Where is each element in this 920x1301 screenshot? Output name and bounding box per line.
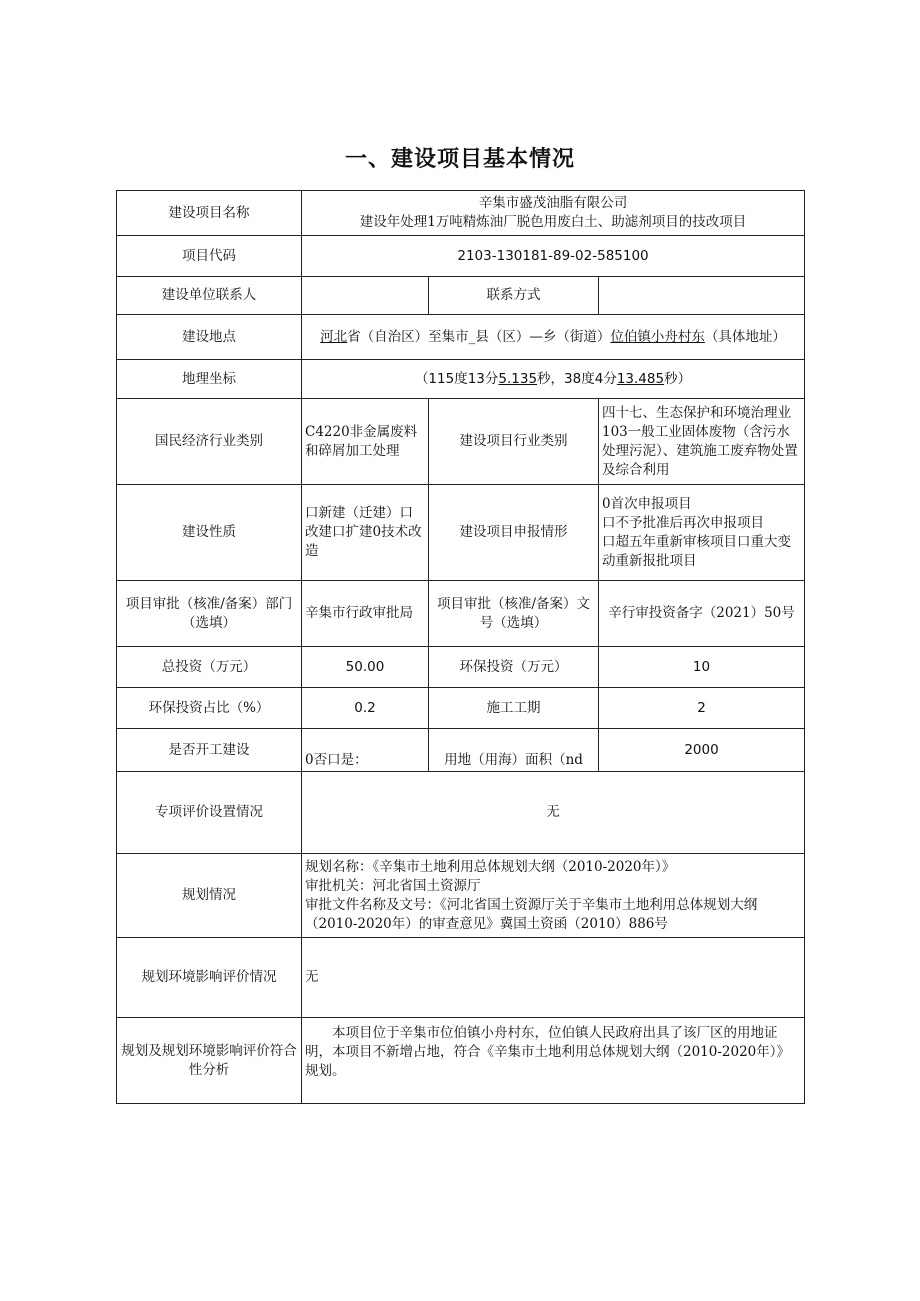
declaration-option-first: 0首次申报项目 [602,495,692,512]
planning-document: 审批文件名称及文号：《河北省国土资源厅关于辛集市土地利用总体规划大纲（2010-2020年）的审查意见》冀国土资函（2010）886号 [305,896,758,932]
contact-method-value [599,277,805,315]
total-investment-label: 总投资（万元） [117,647,302,688]
contact-method-label: 联系方式 [429,277,599,315]
project-name-label: 建设项目名称 [117,191,302,236]
project-name-company: 辛集市盛茂油脂有限公司 [478,195,628,211]
declaration-options [599,485,805,581]
declaration-label: 建设项目申报情形 [429,485,599,581]
conformity-value: 本项目位于辛集市位伯镇小舟村东，位伯镇人民政府出具了该厂区的用地证明，本项目不新增占地，符合《辛集市土地利用总体规划大纲（2010-2020年）》规划。 [302,1018,805,1104]
coords-part5: 秒） [664,370,692,387]
planning-label: 规划情况 [117,854,302,938]
row-conformity [117,1018,805,1104]
row-industry [117,399,805,485]
project-name-value [302,191,805,236]
approval-number-label: 项目审批（核准/备案）文号（选填） [429,581,599,647]
coords-part1: （115度13分 [414,370,499,387]
env-investment-value: 10 [599,647,805,688]
nature-label: 建设性质 [117,485,302,581]
contact-label: 建设单位联系人 [117,277,302,315]
started-label: 是否开工建设 [117,729,302,772]
project-industry-label: 建设项目行业类别 [429,399,599,485]
location-label: 建设地点 [117,315,302,360]
location-suffix: （具体地址） [704,328,786,345]
plan-env-value: 无 [302,938,805,1018]
row-location [117,315,805,360]
row-project-name [117,191,805,236]
location-county: 省（自治区）至集市_县（区）—乡（街道） [347,328,611,345]
declaration-option-resubmit: 口不予批准后再次申报项目 [602,514,764,531]
row-contact [117,277,805,315]
approval-number-value: 辛行审投资备字（2021）50号 [599,581,805,647]
row-nature [117,485,805,581]
coords-part3: 秒，38度4分 [537,370,617,387]
row-approval [117,581,805,647]
row-planning [117,854,805,938]
total-investment-value: 50.00 [302,647,429,688]
coords-value [302,360,805,399]
project-info-table [116,190,805,1104]
contact-value [302,277,429,315]
construction-period-label: 施工工期 [429,688,599,729]
project-code-label: 项目代码 [117,236,302,277]
industry-value: C4220非金属废料和碎屑加工处理 [302,399,429,485]
row-special [117,772,805,854]
env-investment-label: 环保投资（万元） [429,647,599,688]
special-eval-value: 无 [302,772,805,854]
coords-lon-seconds: 5.135 [498,370,538,387]
row-started [117,729,805,772]
conformity-label: 规划及规划环境影响评价符合性分析 [117,1018,302,1104]
project-name-title: 建设年处理1万吨精炼油厂脱色用废白土、助滤剂项目的技改项目 [359,214,747,230]
page-title: 一、建设项目基本情况 [344,147,575,172]
approval-dept-label: 项目审批（核准/备案）部门（选填） [117,581,302,647]
land-area-label: 用地（用海）面积（nd [429,729,599,772]
construction-period-value: 2 [599,688,805,729]
started-value: 0否口是： [302,729,429,772]
plan-env-label: 规划环境影响评价情况 [117,938,302,1018]
special-eval-label: 专项评价设置情况 [117,772,302,854]
nature-value: 口新建（迁建）口改建口扩建0技术改造 [302,485,429,581]
industry-label: 国民经济行业类别 [117,399,302,485]
planning-value [302,854,805,938]
project-industry-value: 四十七、生态保护和环境治理业103一般工业固体废物（含污水处理污泥）、建筑施工废弃物处置及综合利用 [599,399,805,485]
land-area-value: 2000 [599,729,805,772]
env-ratio-label: 环保投资占比（%） [117,688,302,729]
declaration-option-reexamine: 口超五年重新审核项目口重大变动重新报批项目 [602,533,791,569]
env-ratio-value: 0.2 [302,688,429,729]
location-town: 位伯镇小舟村东 [610,328,705,345]
planning-name: 规划名称：《辛集市土地利用总体规划大纲（2010-2020年）》 [305,858,676,875]
row-ratio [117,688,805,729]
planning-authority: 审批机关：河北省国土资源厅 [305,877,481,894]
row-coords [117,360,805,399]
location-value [302,315,805,360]
coords-label: 地理坐标 [117,360,302,399]
approval-dept-value: 辛集市行政审批局 [302,581,429,647]
row-plan-env [117,938,805,1018]
project-code-value: 2103-130181-89-02-585100 [302,236,805,277]
row-project-code [117,236,805,277]
location-province: 河北 [320,328,348,345]
coords-lat-seconds: 13.485 [616,370,665,387]
row-investment [117,647,805,688]
